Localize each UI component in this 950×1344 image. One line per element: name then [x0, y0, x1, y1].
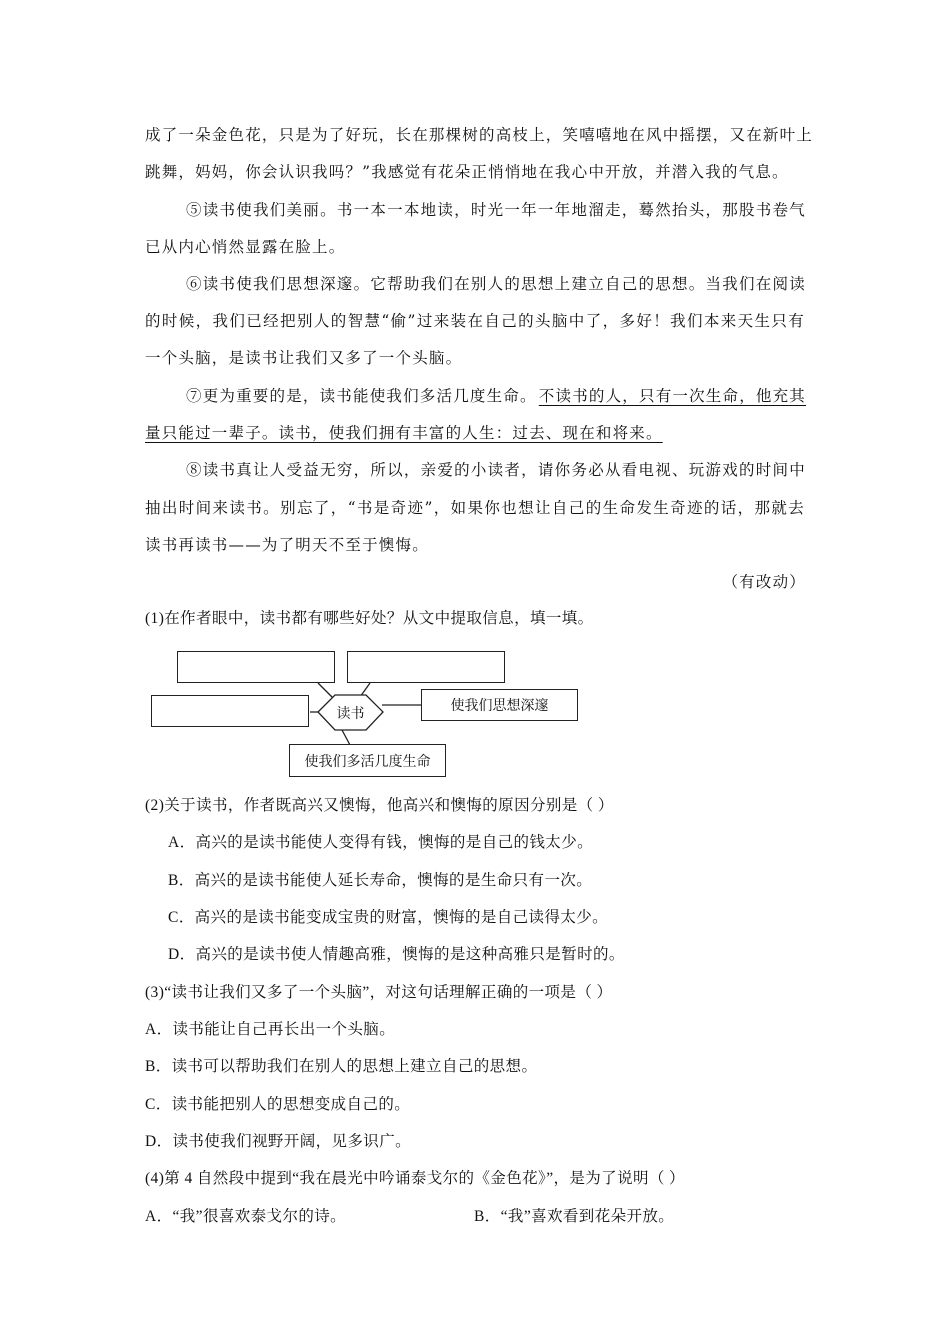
- source-note: （有改动）: [722, 573, 806, 591]
- passage-line: 的时候，我们已经把别人的智慧“偷”过来装在自己的头脑中了，多好！我们本来天生只有: [145, 312, 805, 330]
- answer-box-filled: 使我们思想深邃: [421, 689, 578, 721]
- connector-line: [342, 730, 350, 745]
- passage-line: 已从内心悄然显露在脸上。: [145, 238, 346, 256]
- question-prompt: (1)在作者眼中，读书都有哪些好处？从文中提取信息，填一填。: [145, 610, 594, 627]
- option-item[interactable]: D．高兴的是读书使人情趣高雅，懊悔的是这种高雅只是暂时的。: [168, 946, 625, 963]
- passage-line: 抽出时间来读书。别忘了，“书是奇迹”，如果你也想让自己的生命发生奇迹的话，那就去: [145, 499, 805, 517]
- question-prompt: (2)关于读书，作者既高兴又懊悔，他高兴和懊悔的原因分别是（ ）: [145, 797, 614, 814]
- question-prompt: (4)第 4 自然段中提到“我在晨光中吟诵泰戈尔的《金色花》”，是为了说明（ ）: [145, 1170, 685, 1187]
- option-item[interactable]: D．读书使我们视野开阔，见多识广。: [145, 1133, 411, 1150]
- option-item[interactable]: B．“我”喜欢看到花朵开放。: [474, 1208, 675, 1225]
- answer-box-blank[interactable]: [177, 651, 335, 683]
- option-item[interactable]: A．“我”很喜欢泰戈尔的诗。: [145, 1208, 347, 1225]
- option-item[interactable]: B．高兴的是读书能使人延长寿命，懊悔的是生命只有一次。: [168, 872, 593, 889]
- passage-line: 读书再读书——为了明天不至于懊悔。: [145, 536, 429, 554]
- underlined-sentence: 量只能过一辈子。读书，使我们拥有丰富的人生：过去、现在和将来。: [145, 424, 663, 442]
- option-item[interactable]: C．读书能把别人的思想变成自己的。: [145, 1096, 411, 1113]
- passage-line: 跳舞，妈妈，你会认识我吗？”我感觉有花朵正悄悄地在我心中开放，并潜入我的气息。: [145, 163, 789, 181]
- passage-line: 一个头脑，是读书让我们又多了一个头脑。: [145, 349, 463, 367]
- option-item[interactable]: A．读书能让自己再长出一个头脑。: [145, 1021, 396, 1038]
- question-prompt: (3)“读书让我们又多了一个头脑”，对这句话理解正确的一项是（ ）: [145, 984, 613, 1001]
- diagram-center-label: 读书: [336, 705, 365, 722]
- passage-line: ⑤读书使我们美丽。书一本一本地读，时光一年一年地溜走，蓦然抬头，那股书卷气: [186, 201, 806, 219]
- option-item[interactable]: A．高兴的是读书能使人变得有钱，懊悔的是自己的钱太少。: [168, 834, 593, 851]
- answer-box-filled: 使我们多活几度生命: [289, 744, 446, 777]
- passage-text: ⑦更为重要的是，读书能使我们多活几度生命。: [186, 387, 537, 405]
- passage-line: ⑧读书真让人受益无穷，所以，亲爱的小读者，请你务必从看电视、玩游戏的时间中: [186, 461, 806, 479]
- option-item[interactable]: C．高兴的是读书能变成宝贵的财富，懊悔的是自己读得太少。: [168, 909, 609, 926]
- answer-box-blank[interactable]: [347, 651, 505, 683]
- option-item[interactable]: B．读书可以帮助我们在别人的思想上建立自己的思想。: [145, 1058, 538, 1075]
- answer-box-blank[interactable]: [151, 695, 309, 727]
- underlined-sentence: 不读书的人，只有一次生命，他充其: [538, 387, 806, 405]
- passage-line: ⑥读书使我们思想深邃。它帮助我们在别人的思想上建立自己的思想。当我们在阅读: [186, 275, 806, 293]
- passage-line: 成了一朵金色花，只是为了好玩，长在那棵树的高枝上，笑嘻嘻地在风中摇摆，又在新叶上: [145, 126, 814, 144]
